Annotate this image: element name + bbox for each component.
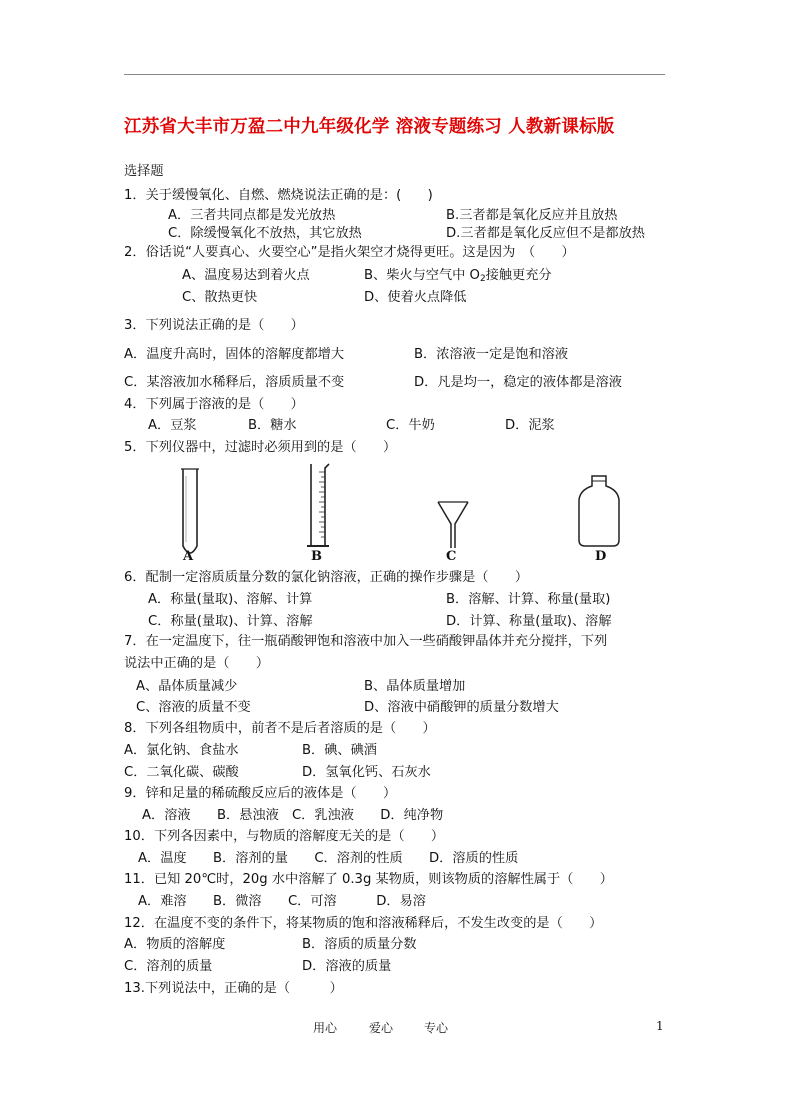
q7-option-c: C、溶液的质量不变: [136, 700, 251, 715]
q11-options: A．难溶 B．微溶 C．可溶 D．易溶: [138, 894, 426, 909]
q4-option-d: D．泥浆: [505, 418, 555, 433]
funnel-icon: [436, 498, 470, 550]
q8-option-d: D．氢氧化钙、石灰水: [302, 765, 431, 780]
q6-option-b: B．溶解、计算、称量(量取): [446, 592, 611, 607]
q9-options: A．溶液 B．悬浊液 C．乳浊液 D．纯净物: [142, 808, 444, 823]
question-6-stem: 6．配制一定溶质质量分数的氯化钠溶液，正确的操作步骤是（ ）: [124, 570, 529, 585]
q8-option-b: B．碘、碘酒: [302, 743, 377, 758]
q8-option-c: C．二氧化碳、碳酸: [124, 765, 239, 780]
question-5-stem: 5．下列仪器中，过滤时必须用到的是（ ）: [124, 440, 397, 455]
q2-option-a: A、温度易达到着火点: [182, 268, 310, 283]
question-3-stem: 3．下列说法正确的是（ ）: [124, 318, 304, 333]
q1-option-d: D.三者都是氧化反应但不是都放热: [446, 226, 645, 241]
figure-label-b: B: [311, 549, 322, 564]
q12-option-d: D．溶液的质量: [302, 959, 392, 974]
figure-label-d: D: [595, 549, 607, 564]
question-10-stem: 10．下列各因素中，与物质的溶解度无关的是（ ）: [124, 829, 445, 844]
q2-option-b: B、柴火与空气中 $O_2$接触更充分: [364, 268, 552, 284]
question-11-stem: 11．已知 20℃时，20g 水中溶解了 0.3g 某物质，则该物质的溶解性属于（ ）: [124, 872, 613, 887]
q6-option-d: D．计算、称量(量取)、溶解: [446, 614, 612, 629]
q4-option-a: A．豆浆: [148, 418, 197, 433]
footer-word-2: 爱心: [369, 1021, 394, 1035]
q1-option-b: B.三者都是氧化反应并且放热: [446, 208, 618, 223]
section-heading: 选择题: [124, 164, 164, 179]
q3-option-a: A．温度升高时，固体的溶解度都增大: [124, 347, 345, 362]
question-4-stem: 4．下列属于溶液的是（ ）: [124, 397, 304, 412]
q12-option-c: C．溶剂的质量: [124, 959, 213, 974]
graduated-cylinder-icon: [305, 462, 331, 552]
q6-option-c: C．称量(量取)、计算、溶解: [148, 614, 313, 629]
q3-option-c: C．某溶液加水稀释后，溶质质量不变: [124, 375, 345, 390]
question-2-stem: 2．俗话说“人要真心、火要空心”是指火架空才烧得更旺。这是因为 （ ）: [124, 245, 575, 260]
q4-option-c: C．牛奶: [386, 418, 435, 433]
q1-option-a: A．三者共同点都是发光放热: [168, 208, 336, 223]
question-13-stem: 13.下列说法中，正确的是（ ）: [124, 981, 343, 996]
question-7-stem-line-2: 说法中正确的是（ ）: [124, 656, 270, 671]
q2-option-d: D、使着火点降低: [364, 290, 467, 305]
q3-option-d: D．凡是均一，稳定的液体都是溶液: [414, 375, 622, 390]
q6-option-a: A．称量(量取)、溶解、计算: [148, 592, 313, 607]
q12-option-b: B．溶质的质量分数: [302, 937, 417, 952]
footer-word-3: 专心: [424, 1021, 449, 1035]
q1-option-c: C．除缓慢氧化不放热，其它放热: [168, 226, 362, 241]
q8-option-a: A．氯化钠、食盐水: [124, 743, 239, 758]
q10-options: A．温度 B．溶剂的量 C．溶剂的性质 D．溶质的性质: [138, 851, 519, 866]
footer-word-1: 用心: [313, 1021, 338, 1035]
question-7-stem-line-1: 7．在一定温度下，往一瓶硝酸钾饱和溶液中加入一些硝酸钾晶体并充分搅拌，下列: [124, 634, 608, 649]
q3-option-b: B．浓溶液一定是饱和溶液: [414, 347, 569, 362]
q7-option-b: B、晶体质量增加: [364, 679, 466, 694]
q7-option-a: A、晶体质量减少: [136, 679, 238, 694]
page-title: 江苏省大丰市万盈二中九年级化学 溶液专题练习 人教新课标版: [124, 117, 615, 137]
q12-option-a: A．物质的溶解度: [124, 937, 226, 952]
q7-option-d: D、溶液中硝酸钾的质量分数增大: [364, 700, 559, 715]
figure-label-c: C: [446, 549, 457, 564]
question-12-stem: 12．在温度不变的条件下，将某物质的饱和溶液稀释后，不发生改变的是（ ）: [124, 916, 603, 931]
question-1-stem: 1．关于缓慢氧化、自燃、燃烧说法正确的是：( ): [124, 188, 433, 203]
q2-option-c: C、散热更快: [182, 290, 258, 305]
reagent-bottle-icon: [576, 474, 622, 548]
q4-option-b: B．糖水: [248, 418, 297, 433]
page-number: 1: [656, 1019, 664, 1033]
question-9-stem: 9．锌和足量的稀硫酸反应后的液体是（ ）: [124, 786, 397, 801]
figure-label-a: A: [183, 549, 194, 564]
header-rule: [124, 74, 665, 75]
question-8-stem: 8．下列各组物质中，前者不是后者溶质的是（ ）: [124, 721, 436, 736]
